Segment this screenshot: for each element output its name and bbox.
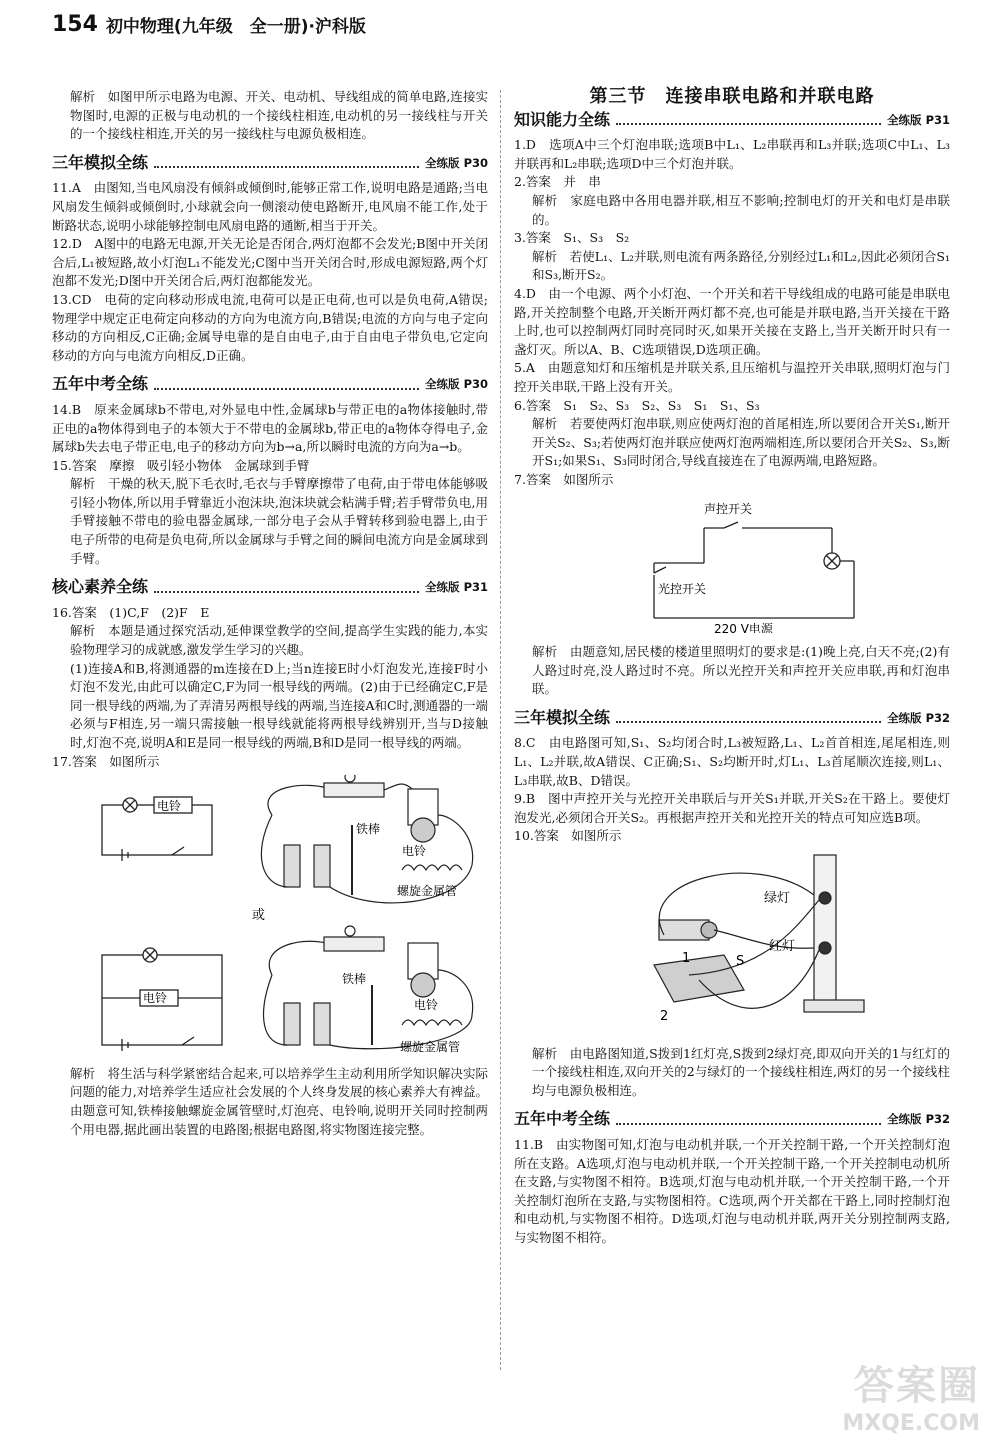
analysis-7: 解析 由题意知,居民楼的楼道里照明灯的要求是:(1)晚上亮,白天不亮;(2)有人路过时亮,没人路过时不亮。所以光控开关和声控开关应串联,再和灯泡串联。: [532, 644, 950, 697]
answer-13: 13.CD 电荷的定向移动形成电流,电荷可以是正电荷,也可以是负电荷,A错误;物理学中规定正电荷定向移动的方向为电流方向,B错误;电流的方向与电子定向移动的方向相反,C正确;金属导电靠的是自由电子,由于自由电子带负电,它定向移动的方向与电流方向相反,D正确。: [52, 291, 488, 363]
answer-3: 3.答案 S₁、S₃ S₂: [514, 230, 630, 246]
figure-10-svg: [514, 850, 950, 1035]
green-light-label: 绿灯: [764, 891, 791, 906]
answer-9: 9.B 图中声控开关与光控开关串联后与开关S₁并联,开关S₂在干路上。要使灯泡发光,必须闭合开关S₂。再根据声控开关和光控开关的特点可知应选B项。: [514, 791, 950, 825]
section-title: 三年模拟全练: [52, 152, 149, 172]
sound-switch-label: 声控开关: [704, 502, 753, 517]
red-light-label: 红灯: [769, 939, 796, 954]
section-leader-dots: [616, 123, 881, 125]
page-number: 154: [52, 11, 98, 37]
analysis-16: 解析 本题是通过探究活动,延伸课堂教学的空间,提高学生实践的能力,本实验物理学习的成就感,激发学生学习的兴趣。: [70, 623, 488, 658]
bell-label-2: 电铃: [143, 991, 168, 1006]
section-header-zhishi: [514, 111, 950, 130]
column-divider: [500, 90, 501, 1370]
right-column: [514, 88, 950, 1248]
figure-10: [514, 850, 950, 1041]
traffic-light-apparatus: [654, 855, 864, 1012]
section-ref: 全练版 P30: [425, 377, 488, 392]
figure-7: [514, 493, 950, 639]
section-ref: 全练版 P32: [887, 710, 950, 725]
figure-17: [52, 775, 488, 1061]
answer-16: 16.答案 (1)C,F (2)F E: [52, 604, 210, 620]
switch-s-label: S: [736, 954, 745, 969]
power-label: 220 V电源: [714, 622, 773, 634]
section-leader-dots: [154, 591, 419, 593]
watermark-bottom: MXQE.COM: [842, 1411, 980, 1436]
lighting-circuit: [654, 522, 854, 618]
iron-rod-label-1: 铁棒: [356, 822, 381, 837]
answer-1: 1.D 选项A中三个灯泡串联;选项B中L₁、L₂串联再和L₃并联;选项C中L₁、L₃并联再和L₂串联;选项D中三个灯泡并联。: [514, 137, 950, 171]
watermark-top: 答案圈: [854, 1363, 980, 1409]
answer-6: 6.答案 S₁ S₂、S₃ S₂、S₃ S₁ S₁、S₃: [514, 397, 760, 413]
analysis-17: 解析 将生活与科学紧密结合起来,可以培养学生主动利用所学知识解决实际问题的能力,对培养学生适应社会发展的个人终身发展的核心素养大有裨益。由题意可知,铁棒接触螺旋金属管壁时,灯泡亮、电铃响,说明开关同时控制两个用电器,据此画出装置的电路图;根据电路图,将实物图连接完整。: [70, 1065, 488, 1137]
section-title: 知识能力全练: [514, 109, 611, 129]
section-leader-dots: [616, 721, 881, 723]
answer-5: 5.A 由题意知灯和压缩机是并联关系,且压缩机与温控开关串联,照明灯泡与门控开关串联,干路上没有开关。: [514, 360, 950, 394]
analysis-6: 解析 若要使两灯泡串联,则应使两灯泡的首尾相连,所以要闭合开关S₁,断开开关S₂、S₃;若使两灯泡并联应使两灯泡两端相连,所以要闭合开关S₂、S₃,断开S₁;如果S₁、S₃同时闭合,导线直接连在了电源两端,电路短路。: [532, 416, 950, 469]
section-header-wunian: [52, 375, 488, 394]
section-ref: 全练版 P32: [887, 1112, 950, 1127]
section-ref: 全练版 P31: [425, 580, 488, 595]
answer-17: 17.答案 如图所示: [52, 753, 160, 769]
answer-11: 11.A 由图知,当电风扇没有倾斜或倾倒时,能够正常工作,说明电路是通路;当电风扇发生倾斜或倾倒时,小球就会向一侧滚动使电路断开,电风扇不能工作,处于断路状态,说明小球能够控制电风扇电路的通断,相当于开关。: [52, 180, 488, 233]
analysis-3: 解析 若使L₁、L₂并联,则电流有两条路径,分别经过L₁和L₂,因此必须闭合S₁和S₃,断开S₂。: [532, 248, 950, 283]
section-header-sannian: [52, 154, 488, 173]
section-title: 核心素养全练: [52, 577, 149, 597]
answer-8: 8.C 由电路图可知,S₁、S₂均闭合时,L₃被短路,L₁、L₂首首相连,尾尾相连,则L₁、L₂并联,故A错误、C正确;S₁、S₂均断开时,灯L₁、L₃首尾顺次连接,则L₁、L₃串联,故B、D错误。: [514, 735, 950, 788]
section-title: 五年中考全练: [514, 1109, 611, 1129]
section-ref: 全练版 P30: [425, 155, 488, 170]
watermark: [780, 1354, 980, 1434]
or-label: 或: [252, 908, 266, 924]
section-header-hexin: [52, 578, 488, 597]
analysis-15: 解析 干燥的秋天,脱下毛衣时,毛衣与手臂摩擦带了电荷,由于带电体能够吸引轻小物体,所以用手臂靠近小泡沫块,泡沫块就会粘满手臂;若手臂带负电,用手臂接触不带电的验电器金属球,一部分电子会从手臂转移到验电器上,由于电子所带的电荷是负电荷,所以金属球与手臂之间的瞬间电流方向是金属球到手臂。: [70, 476, 488, 566]
answer-10: 10.答案 如图所示: [514, 828, 622, 844]
switch-terminal-1: 1: [682, 951, 691, 966]
bell-apparatus-label-2: 电铃: [414, 998, 439, 1013]
intro-analysis: 解析 如图甲所示电路为电源、开关、电动机、导线组成的简单电路,连接实物图时,电源的正极与电动机的一个接线柱相连,电动机的另一接线柱与开关的一个接线柱相连,开关的另一接线柱与电源负极相连。: [70, 89, 488, 142]
answer-12: 12.D A图中的电路无电源,开关无论是否闭合,两灯泡都不会发光;B图中开关闭合后,L₁被短路,故小灯泡L₁不能发光;C图中当开关闭合时,形成电源短路,两个灯泡都不发光;D图中开关闭合后,两灯泡都能发光。: [52, 236, 488, 289]
bell-apparatus-label-1: 电铃: [402, 844, 427, 859]
figure-17-svg: [52, 775, 488, 1055]
section-leader-dots: [616, 1123, 881, 1125]
chapter-section-title: 第三节 连接串联电路和并联电路: [589, 86, 875, 107]
section-ref: 全练版 P31: [887, 112, 950, 127]
section-leader-dots: [154, 166, 419, 168]
answer-4: 4.D 由一个电源、两个小灯泡、一个开关和若干导线组成的电路可能是串联电路,开关控制整个电路,开关断开两灯都不亮,也可能是并联电路,当开关接在干路上时,也可以控制两灯同时亮同时灭,如果开关接在支路上,当开关断开时只有一盏灯灭。所以A、B、C选项错误,D选项正确。: [514, 285, 950, 357]
section-header-wunian-r: [514, 1110, 950, 1129]
book-title: 初中物理(九年级 全一册)·沪科版: [105, 16, 366, 37]
iron-rod-label-2: 铁棒: [342, 972, 367, 987]
left-column: [52, 88, 488, 1139]
answer-14: 14.B 原来金属球b不带电,对外显电中性,金属球b与带正电的a物体接触时,带正电的a物体得到电子的本领大于不带电的金属球b,带正电的a物体夺得电子,金属球b失去电子带正电,电子的移动方向为b→a,所以瞬时电流的方向为a→b。: [52, 401, 488, 455]
section-title: 五年中考全练: [52, 374, 149, 394]
answer-2: 2.答案 并 串: [514, 174, 601, 190]
analysis-2: 解析 家庭电路中各用电器并联,相互不影响;控制电灯的开关和电灯是串联的。: [532, 192, 950, 227]
answer-15: 15.答案 摩擦 吸引轻小物体 金属球到手臂: [52, 457, 310, 473]
switch-terminal-2: 2: [660, 1009, 669, 1024]
page-header: [52, 8, 366, 40]
light-switch-label: 光控开关: [658, 582, 707, 597]
bell-label-1: 电铃: [157, 799, 182, 814]
coil-label-2: 螺旋金属管: [400, 1040, 461, 1055]
section-title: 三年模拟全练: [514, 707, 611, 727]
coil-label-1: 螺旋金属管: [397, 884, 458, 899]
section-leader-dots: [154, 388, 419, 390]
answer-11-r: 11.B 由实物图可知,灯泡与电动机并联,一个开关控制干路,一个开关控制灯泡所在支路。A选项,灯泡与电动机并联,一个开关控制干路,一个开关控制电动机所在支路,与实物图不相符。B选项,灯泡与电动机并联,一个开关控制干路,一个开关控制灯泡所在支路,与实物图相符。C选项,两个开关都在干路上,同时控制灯泡和电动机,与实物图不相符。D选项,灯泡与电动机并联,两开关分别控制两支路,与实物图不相符。: [514, 1136, 950, 1245]
answer-7: 7.答案 如图所示: [514, 471, 614, 487]
analysis-16-detail: (1)连接A和B,将测通器的m连接在D上;当n连接E时小灯泡发光,连接F时小灯泡不发光,由此可以确定C,F为同一根导线的两端。(2)由于已经确定C,F是同一根导线的两端,为了弄清另两根导线的两端,当连接A和C时,测通器的一端必须与F相连,另一端只需接触一根导线就能将两根导线辨别开,当与D接触时,灯泡不亮,说明A和E是同一根导线的两端,B和D是同一根导线的两端。: [70, 660, 489, 750]
figure-7-svg: [514, 493, 950, 633]
section-header-sannian-r: [514, 709, 950, 728]
apparatus-2: [264, 926, 473, 1049]
analysis-10: 解析 由电路图知道,S拨到1红灯亮,S拨到2绿灯亮,即双向开关的1与红灯的一个接线柱相连,双向开关的2与绿灯的一个接线柱相连,两灯的另一个接线柱均与电源负极相连。: [532, 1045, 950, 1098]
